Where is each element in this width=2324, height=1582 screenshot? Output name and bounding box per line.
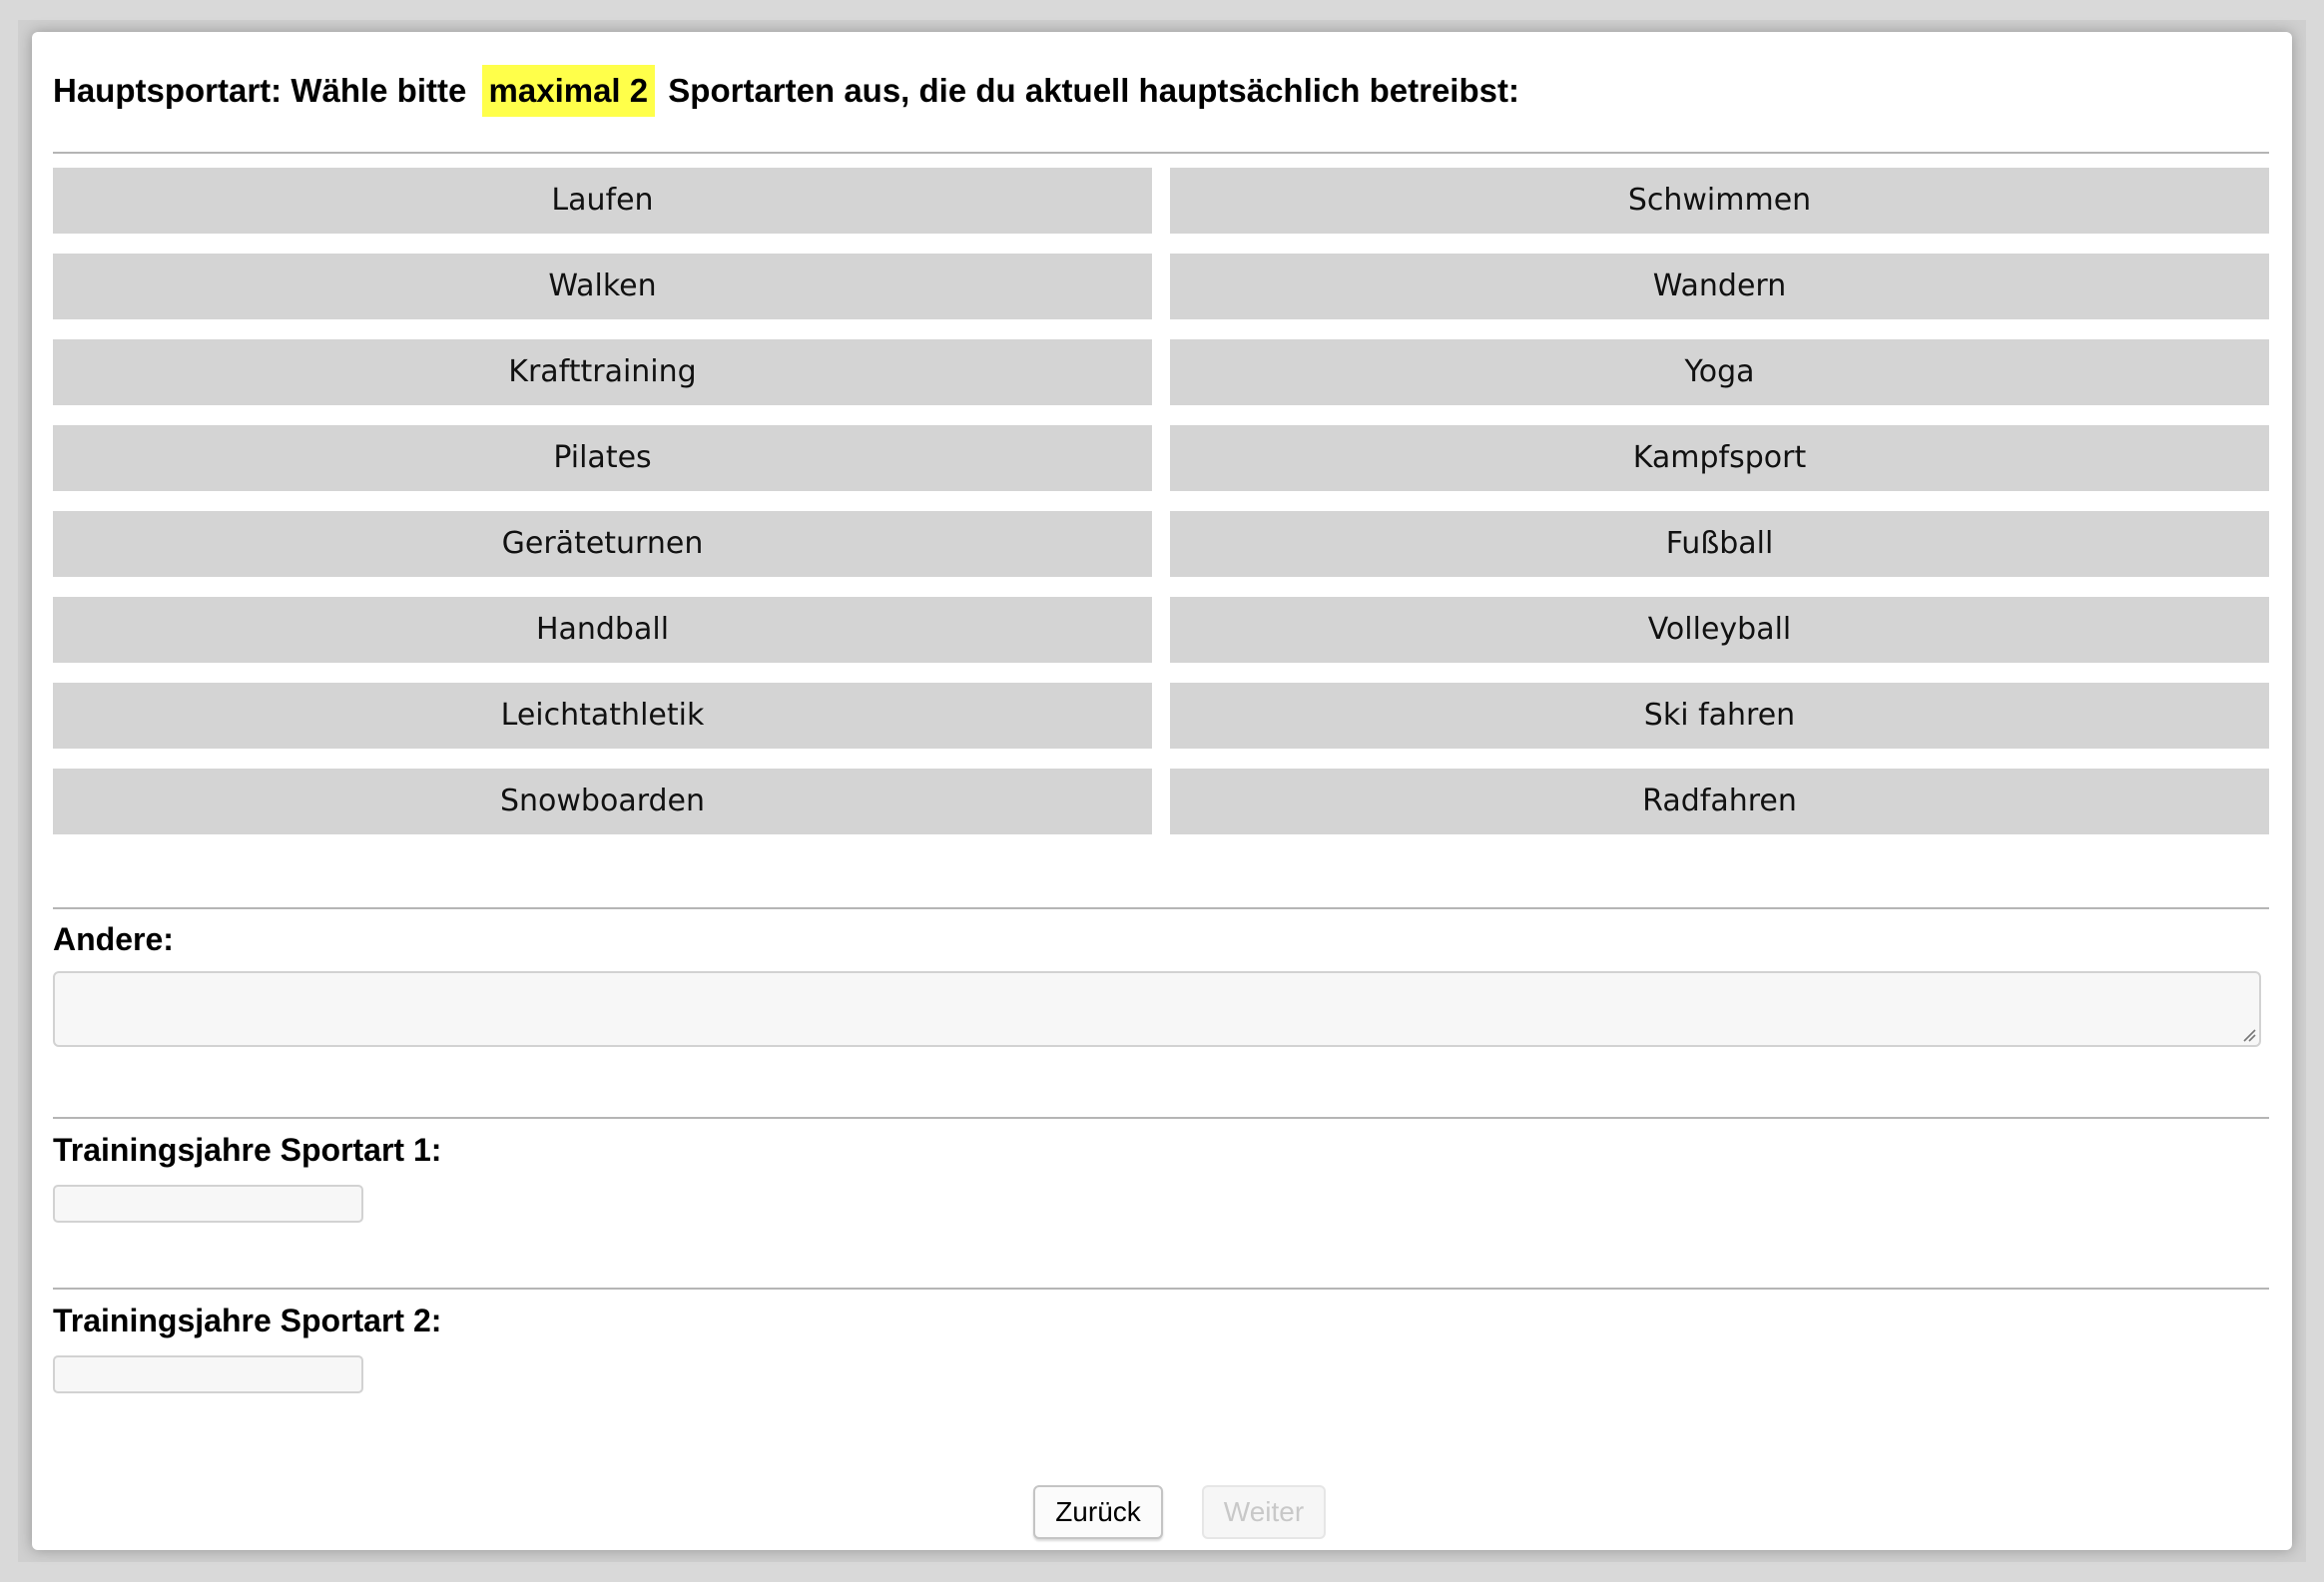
option-laufen[interactable]: Laufen <box>53 168 1152 234</box>
option-radfahren[interactable]: Radfahren <box>1170 769 2269 834</box>
option-geraeteturnen[interactable]: Geräteturnen <box>53 511 1152 577</box>
option-handball[interactable]: Handball <box>53 597 1152 663</box>
next-button[interactable]: Weiter <box>1202 1485 1326 1539</box>
option-leichtathletik[interactable]: Leichtathletik <box>53 683 1152 749</box>
divider <box>53 152 2269 154</box>
option-wandern[interactable]: Wandern <box>1170 254 2269 319</box>
question-highlight: maximal 2 <box>482 65 656 117</box>
resize-grip-icon[interactable] <box>2240 1026 2256 1042</box>
option-yoga[interactable]: Yoga <box>1170 339 2269 405</box>
question-text-before: Hauptsportart: Wähle bitte <box>53 72 467 109</box>
sport-options-grid <box>53 168 2269 834</box>
option-krafttraining[interactable]: Krafttraining <box>53 339 1152 405</box>
option-volleyball[interactable]: Volleyball <box>1170 597 2269 663</box>
divider <box>53 907 2269 909</box>
years-sport2-input[interactable] <box>53 1355 363 1393</box>
option-schwimmen[interactable]: Schwimmen <box>1170 168 2269 234</box>
years-sport2-label: Trainingsjahre Sportart 2: <box>53 1303 442 1338</box>
option-ski-fahren[interactable]: Ski fahren <box>1170 683 2269 749</box>
years-sport1-label: Trainingsjahre Sportart 1: <box>53 1132 442 1168</box>
option-kampfsport[interactable]: Kampfsport <box>1170 425 2269 491</box>
divider <box>53 1288 2269 1290</box>
option-pilates[interactable]: Pilates <box>53 425 1152 491</box>
divider <box>53 1117 2269 1119</box>
other-label: Andere: <box>53 921 174 957</box>
other-textarea[interactable] <box>53 971 2261 1047</box>
option-fussball[interactable]: Fußball <box>1170 511 2269 577</box>
back-button[interactable]: Zurück <box>1033 1485 1163 1539</box>
years-sport1-input[interactable] <box>53 1185 363 1223</box>
question-text-after: Sportarten aus, die du aktuell hauptsächlich betreibst: <box>668 72 1519 109</box>
survey-card <box>32 32 2292 1550</box>
option-snowboarden[interactable]: Snowboarden <box>53 769 1152 834</box>
option-walken[interactable]: Walken <box>53 254 1152 319</box>
question-title <box>53 64 1519 118</box>
